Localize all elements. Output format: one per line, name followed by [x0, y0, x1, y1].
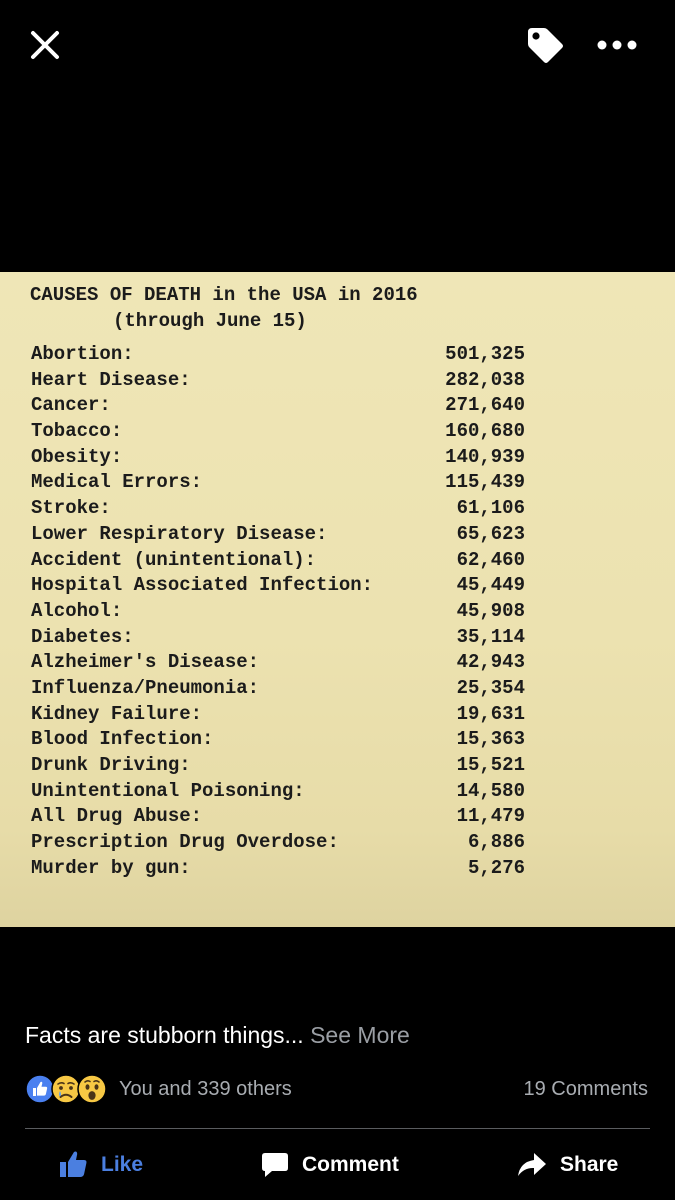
list-item — [31, 419, 531, 445]
list-item — [31, 625, 531, 651]
cause-label: Influenza/Pneumonia: — [31, 676, 260, 699]
list-item — [31, 368, 531, 394]
cause-value: 501,325 — [445, 343, 525, 365]
close-icon — [28, 28, 62, 62]
cause-value: 35,114 — [456, 625, 525, 648]
action-bar — [0, 1140, 675, 1190]
cause-value: 11,479 — [456, 805, 525, 828]
photo-title: CAUSES OF DEATH in the USA in 2016 — [30, 284, 418, 306]
sad-reaction-icon — [52, 1075, 80, 1103]
comment-label: Comment — [302, 1153, 399, 1176]
cause-value: 15,363 — [456, 728, 525, 751]
cause-label: Kidney Failure: — [31, 702, 203, 725]
cause-label: Heart Disease: — [31, 368, 191, 391]
cause-label: Alzheimer's Disease: — [31, 651, 260, 674]
list-item — [31, 522, 531, 548]
list-item — [31, 804, 531, 830]
like-reaction-icon — [26, 1075, 54, 1103]
cause-value: 61,106 — [456, 497, 525, 520]
close-button[interactable] — [28, 28, 62, 62]
comments-count[interactable]: 19 Comments — [523, 1078, 648, 1100]
list-item — [31, 342, 531, 368]
cause-value: 45,449 — [456, 574, 525, 597]
tag-icon — [524, 24, 566, 66]
cause-label: Lower Respiratory Disease: — [31, 522, 328, 545]
cause-label: All Drug Abuse: — [31, 805, 203, 828]
list-item — [31, 753, 531, 779]
cause-label: Tobacco: — [31, 420, 123, 443]
cause-value: 25,354 — [456, 676, 525, 699]
comment-button[interactable] — [260, 1148, 420, 1182]
like-button[interactable] — [58, 1148, 158, 1182]
cause-label: Alcohol: — [31, 599, 123, 622]
cause-value: 160,680 — [445, 420, 525, 443]
list-item — [31, 779, 531, 805]
reaction-icons[interactable] — [25, 1073, 115, 1105]
cause-label: Blood Infection: — [31, 728, 214, 751]
like-label: Like — [101, 1153, 144, 1176]
list-item — [31, 470, 531, 496]
comment-icon — [260, 1150, 290, 1180]
cause-value: 62,460 — [456, 548, 525, 571]
cause-label: Diabetes: — [31, 625, 134, 648]
list-item — [31, 727, 531, 753]
cause-label: Obesity: — [31, 445, 123, 468]
wow-reaction-icon — [78, 1075, 106, 1103]
post-caption — [25, 1020, 410, 1050]
see-more-link[interactable]: See More — [310, 1022, 410, 1048]
list-item — [31, 830, 531, 856]
causes-list — [31, 342, 531, 881]
cause-value: 14,580 — [456, 779, 525, 802]
cause-label: Abortion: — [31, 343, 134, 365]
list-item — [31, 599, 531, 625]
more-options-button[interactable] — [592, 32, 642, 58]
list-item — [31, 496, 531, 522]
cause-label: Medical Errors: — [31, 471, 203, 494]
list-item — [31, 856, 531, 882]
cause-value: 65,623 — [456, 522, 525, 545]
cause-label: Cancer: — [31, 394, 111, 417]
cause-value: 6,886 — [467, 831, 525, 854]
photo-subtitle: (through June 15) — [113, 310, 307, 332]
list-item — [31, 650, 531, 676]
cause-value: 5,276 — [467, 856, 525, 879]
list-item — [31, 445, 531, 471]
reactions-count[interactable]: You and 339 others — [119, 1078, 292, 1100]
share-icon — [516, 1150, 548, 1180]
cause-value: 42,943 — [456, 651, 525, 674]
cause-label: Stroke: — [31, 497, 111, 520]
cause-value: 140,939 — [445, 445, 525, 468]
cause-value: 15,521 — [456, 754, 525, 776]
cause-value: 115,439 — [445, 471, 525, 494]
list-item — [31, 393, 531, 419]
tag-button[interactable] — [524, 24, 566, 66]
cause-label: Unintentional Poisoning: — [31, 779, 305, 802]
cause-value: 45,908 — [456, 599, 525, 622]
cause-value: 271,640 — [445, 394, 525, 417]
top-bar — [0, 0, 675, 90]
list-item — [31, 676, 531, 702]
list-item — [31, 573, 531, 599]
post-photo[interactable] — [0, 272, 675, 927]
list-item — [31, 548, 531, 574]
divider — [25, 1128, 650, 1129]
more-icon — [592, 32, 642, 58]
reactions-row — [25, 1072, 650, 1106]
list-item — [31, 702, 531, 728]
cause-label: Accident (unintentional): — [31, 548, 317, 571]
share-label: Share — [560, 1153, 619, 1176]
caption-text: Facts are stubborn things... — [25, 1022, 304, 1048]
cause-label: Hospital Associated Infection: — [31, 574, 374, 597]
share-button[interactable] — [516, 1148, 636, 1182]
cause-label: Murder by gun: — [31, 856, 191, 879]
cause-label: Drunk Driving: — [31, 754, 191, 776]
cause-value: 282,038 — [445, 368, 525, 391]
thumbs-up-icon — [58, 1150, 88, 1180]
cause-label: Prescription Drug Overdose: — [31, 831, 339, 854]
cause-value: 19,631 — [456, 702, 525, 725]
